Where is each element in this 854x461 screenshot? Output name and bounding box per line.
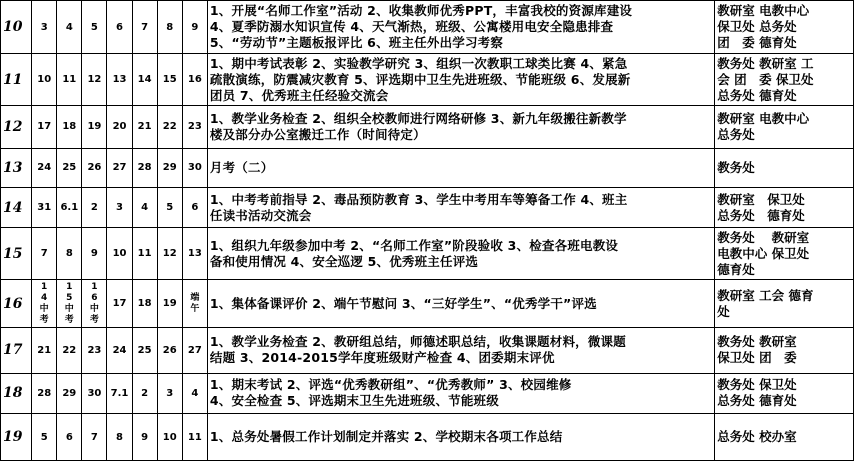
day-cell [107, 148, 132, 187]
day-cell [57, 1, 82, 54]
work-content-line: 4、安全检查 5、评选期末卫生先进班级、节能班级 [209, 393, 499, 409]
day-label: 7.1 [110, 387, 129, 399]
week-number: 10 [1, 1, 32, 54]
day-label: 4 [141, 202, 149, 214]
work-content-line: 1、教学业务检查 2、教研组总结，师德述职总结，收集课题材料，微课题 [209, 334, 626, 350]
day-cell [57, 106, 82, 148]
department-line: 德育处 [717, 261, 755, 277]
schedule-row [1, 148, 854, 187]
day-cell [182, 106, 207, 148]
department-line: 电教中心 保卫处 [717, 245, 810, 261]
day-label: 21 [137, 121, 152, 133]
work-content-cell [207, 228, 714, 280]
day-label: 10 [37, 74, 52, 86]
day-cell [157, 328, 182, 374]
day-label: 2 [90, 202, 98, 214]
day-label: 12 [162, 248, 177, 260]
week-number: 13 [1, 148, 32, 187]
department-line: 教务处 教研室 [717, 334, 797, 350]
day-cell [107, 373, 132, 413]
day-cell [82, 54, 107, 106]
day-cell [32, 373, 57, 413]
work-content-line: 团员 7、优秀班主任经验交流会 [209, 87, 389, 103]
day-label: 2 [141, 387, 149, 399]
day-label: 10 [162, 431, 177, 443]
day-label: 28 [137, 162, 152, 174]
department-cell [715, 187, 854, 227]
day-cell [82, 328, 107, 374]
day-label: 24 [112, 344, 127, 356]
day-label: 30 [187, 162, 202, 174]
schedule-row [1, 187, 854, 227]
day-label: 25 [137, 344, 152, 356]
day-cell [132, 328, 157, 374]
day-cell [107, 1, 132, 54]
day-label: 30 [87, 387, 102, 399]
work-content-cell [207, 187, 714, 227]
day-label: 21 [37, 344, 52, 356]
day-label: 24 [37, 162, 52, 174]
day-cell [182, 148, 207, 187]
day-label: 7 [40, 248, 48, 260]
day-label: 4 [191, 387, 199, 399]
schedule-body [1, 1, 854, 461]
department-cell [715, 106, 854, 148]
department-cell [715, 1, 854, 54]
department-cell [715, 414, 854, 461]
day-label: 18 [137, 298, 152, 310]
day-cell [157, 187, 182, 227]
day-label: 7 [90, 431, 98, 443]
schedule-row [1, 280, 854, 328]
department-line: 总务处 德育处 [717, 207, 805, 223]
day-label: 3 [40, 21, 48, 33]
day-cell [107, 228, 132, 280]
week-number: 14 [1, 187, 32, 227]
day-cell [82, 373, 107, 413]
day-label: 15中考 [64, 281, 74, 325]
work-content-cell [207, 414, 714, 461]
day-label: 6 [116, 21, 123, 33]
day-label: 18 [62, 121, 77, 133]
day-label: 6.1 [60, 202, 79, 214]
day-label: 29 [162, 162, 177, 174]
day-cell [107, 106, 132, 148]
day-cell [32, 414, 57, 461]
day-label: 8 [116, 431, 123, 443]
day-cell [132, 106, 157, 148]
week-number: 16 [1, 280, 32, 328]
day-cell [157, 1, 182, 54]
day-cell [132, 1, 157, 54]
department-line: 处 [717, 303, 730, 319]
day-cell [182, 280, 207, 328]
work-content-line: 备和使用情况 4、安全巡逻 5、优秀班主任评选 [209, 253, 479, 269]
day-cell [132, 414, 157, 461]
department-line: 教务处 教研室 [717, 229, 810, 245]
day-label: 6 [65, 431, 73, 443]
day-label: 26 [87, 162, 102, 174]
day-cell [57, 187, 82, 227]
day-label: 9 [90, 248, 98, 260]
day-cell [182, 1, 207, 54]
department-line: 教研室 保卫处 [717, 191, 805, 207]
day-cell [57, 414, 82, 461]
day-label: 10 [112, 248, 127, 260]
day-label: 14 [137, 74, 152, 86]
day-cell [182, 187, 207, 227]
week-number: 18 [1, 373, 32, 413]
work-content-line: 月考（二） [209, 159, 274, 175]
day-cell [107, 54, 132, 106]
work-content-line: 4、夏季防溺水知识宣传 4、天气渐热，班级、公寓楼用电安全隐患排查 [209, 19, 614, 35]
department-line: 总务处 德育处 [717, 87, 797, 103]
day-label: 端午 [190, 292, 200, 314]
day-cell [132, 280, 157, 328]
week-number: 17 [1, 328, 32, 374]
day-label: 4 [65, 21, 73, 33]
work-content-line: 结题 3、2014-2015学年度班级财产检查 4、团委期末评优 [209, 350, 555, 366]
day-label: 16中考 [89, 281, 99, 325]
department-line: 团 委 德育处 [717, 35, 797, 51]
work-content-line: 1、组织九年级参加中考 2、“名师工作室”阶段验收 3、检查各班电教设 [209, 237, 619, 253]
day-label: 11 [62, 74, 77, 86]
day-cell [182, 54, 207, 106]
day-cell [132, 373, 157, 413]
day-label: 5 [166, 202, 174, 214]
day-label: 9 [141, 431, 149, 443]
department-line: 教研室 电教中心 [717, 3, 810, 19]
day-label: 5 [90, 21, 98, 33]
work-content-cell [207, 373, 714, 413]
work-content-line: 楼及部分办公室搬迁工作（时间待定） [209, 126, 426, 142]
day-label: 8 [166, 21, 174, 33]
day-label: 17 [37, 121, 52, 133]
day-cell [182, 228, 207, 280]
day-cell [107, 414, 132, 461]
day-cell [82, 228, 107, 280]
work-content-line: 1、中考考前指导 2、毒品预防教育 3、学生中考用车等筹备工作 4、班主 [209, 191, 628, 207]
day-label: 15 [162, 74, 177, 86]
work-content-cell [207, 328, 714, 374]
day-cell [32, 328, 57, 374]
day-cell [32, 187, 57, 227]
schedule-row [1, 328, 854, 374]
schedule-row [1, 373, 854, 413]
schedule-row [1, 228, 854, 280]
department-cell [715, 228, 854, 280]
work-content-line: 1、集体备课评价 2、端午节慰问 3、“三好学生”、“优秀学干”评选 [209, 295, 597, 311]
day-label: 3 [166, 387, 174, 399]
department-line: 教务处 [717, 159, 755, 175]
department-line: 教研室 工会 德育 [717, 287, 814, 303]
schedule-row [1, 54, 854, 106]
day-label: 29 [62, 387, 77, 399]
day-label: 19 [162, 298, 177, 310]
day-cell [157, 148, 182, 187]
work-content-cell [207, 106, 714, 148]
day-cell [182, 328, 207, 374]
department-line: 教务处 保卫处 [717, 377, 797, 393]
day-cell [82, 187, 107, 227]
department-line: 会 团 委 保卫处 [717, 71, 814, 87]
work-content-line: 疏散演练，防震减灾教育 5、评选期中卫生先进班级、节能班级 6、发展新 [209, 71, 631, 87]
day-cell [182, 373, 207, 413]
day-cell [32, 54, 57, 106]
day-cell [57, 373, 82, 413]
day-cell [132, 148, 157, 187]
day-label: 7 [141, 21, 149, 33]
department-cell [715, 148, 854, 187]
day-cell [57, 148, 82, 187]
day-cell [32, 1, 57, 54]
day-cell [132, 54, 157, 106]
day-cell [157, 54, 182, 106]
work-content-cell [207, 54, 714, 106]
work-content-line: 1、期中考试表彰 2、实验教学研究 3、组织一次教职工球类比赛 4、紧急 [209, 55, 628, 71]
day-cell [82, 414, 107, 461]
department-line: 保卫处 团 委 [717, 350, 797, 366]
work-content-line: 1、开展“名师工作室”活动 2、收集教师优秀PPT，丰富我校的资源库建设 [209, 3, 633, 19]
schedule-row [1, 106, 854, 148]
day-cell [32, 280, 57, 328]
work-content-line: 1、总务处暑假工作计划制定并落实 2、学校期末各项工作总结 [209, 429, 563, 445]
day-label: 13 [112, 74, 127, 86]
day-label: 19 [87, 121, 102, 133]
day-cell [132, 187, 157, 227]
day-label: 5 [40, 431, 48, 443]
day-cell [157, 106, 182, 148]
day-label: 22 [62, 344, 77, 356]
department-line: 总务处 校办室 [717, 429, 797, 445]
day-label: 25 [62, 162, 77, 174]
work-content-cell [207, 280, 714, 328]
day-label: 11 [137, 248, 152, 260]
schedule-row [1, 1, 854, 54]
day-cell [107, 328, 132, 374]
week-number: 11 [1, 54, 32, 106]
day-cell [82, 106, 107, 148]
day-cell [82, 1, 107, 54]
day-label: 23 [87, 344, 102, 356]
work-content-line: 5、“劳动节”主题板报评比 6、班主任外出学习考察 [209, 35, 504, 51]
day-cell [32, 228, 57, 280]
day-cell [82, 280, 107, 328]
department-line: 教务处 教研室 工 [717, 55, 814, 71]
day-cell [32, 148, 57, 187]
day-cell [57, 328, 82, 374]
day-cell [82, 148, 107, 187]
day-label: 20 [112, 121, 127, 133]
day-label: 3 [116, 202, 123, 214]
day-cell [57, 280, 82, 328]
day-label: 28 [37, 387, 52, 399]
department-line: 保卫处 总务处 [717, 19, 797, 35]
schedule-row [1, 414, 854, 461]
day-cell [32, 106, 57, 148]
department-cell [715, 328, 854, 374]
day-label: 6 [191, 202, 199, 214]
week-number: 15 [1, 228, 32, 280]
day-cell [157, 373, 182, 413]
day-label: 22 [162, 121, 177, 133]
day-cell [57, 228, 82, 280]
day-cell [132, 228, 157, 280]
day-cell [157, 414, 182, 461]
work-content-line: 1、期末考试 2、评选“优秀教研组”、“优秀教师” 3、校园维修 [209, 377, 572, 393]
work-content-cell [207, 1, 714, 54]
work-content-cell [207, 148, 714, 187]
day-label: 9 [191, 21, 199, 33]
day-cell [57, 54, 82, 106]
department-cell [715, 373, 854, 413]
day-label: 14中考 [39, 281, 49, 325]
day-cell [107, 187, 132, 227]
day-label: 11 [187, 431, 202, 443]
day-cell [157, 228, 182, 280]
day-label: 23 [187, 121, 202, 133]
day-label: 27 [187, 344, 202, 356]
day-cell [107, 280, 132, 328]
department-line: 总务处 德育处 [717, 393, 797, 409]
work-content-line: 任读书活动交流会 [209, 207, 312, 223]
week-number: 12 [1, 106, 32, 148]
day-cell [157, 280, 182, 328]
department-line: 总务处 [717, 126, 755, 142]
work-content-line: 1、教学业务检查 2、组织全校教师进行网络研修 3、新九年级搬往新教学 [209, 110, 627, 126]
day-label: 16 [187, 74, 202, 86]
department-cell [715, 54, 854, 106]
department-line: 教研室 电教中心 [717, 110, 810, 126]
day-label: 12 [87, 74, 102, 86]
week-number: 19 [1, 414, 32, 461]
day-label: 27 [112, 162, 127, 174]
day-label: 8 [65, 248, 73, 260]
day-cell [182, 414, 207, 461]
day-label: 13 [187, 248, 202, 260]
day-label: 26 [162, 344, 177, 356]
department-cell [715, 280, 854, 328]
day-label: 17 [112, 298, 127, 310]
day-label: 31 [37, 202, 52, 214]
